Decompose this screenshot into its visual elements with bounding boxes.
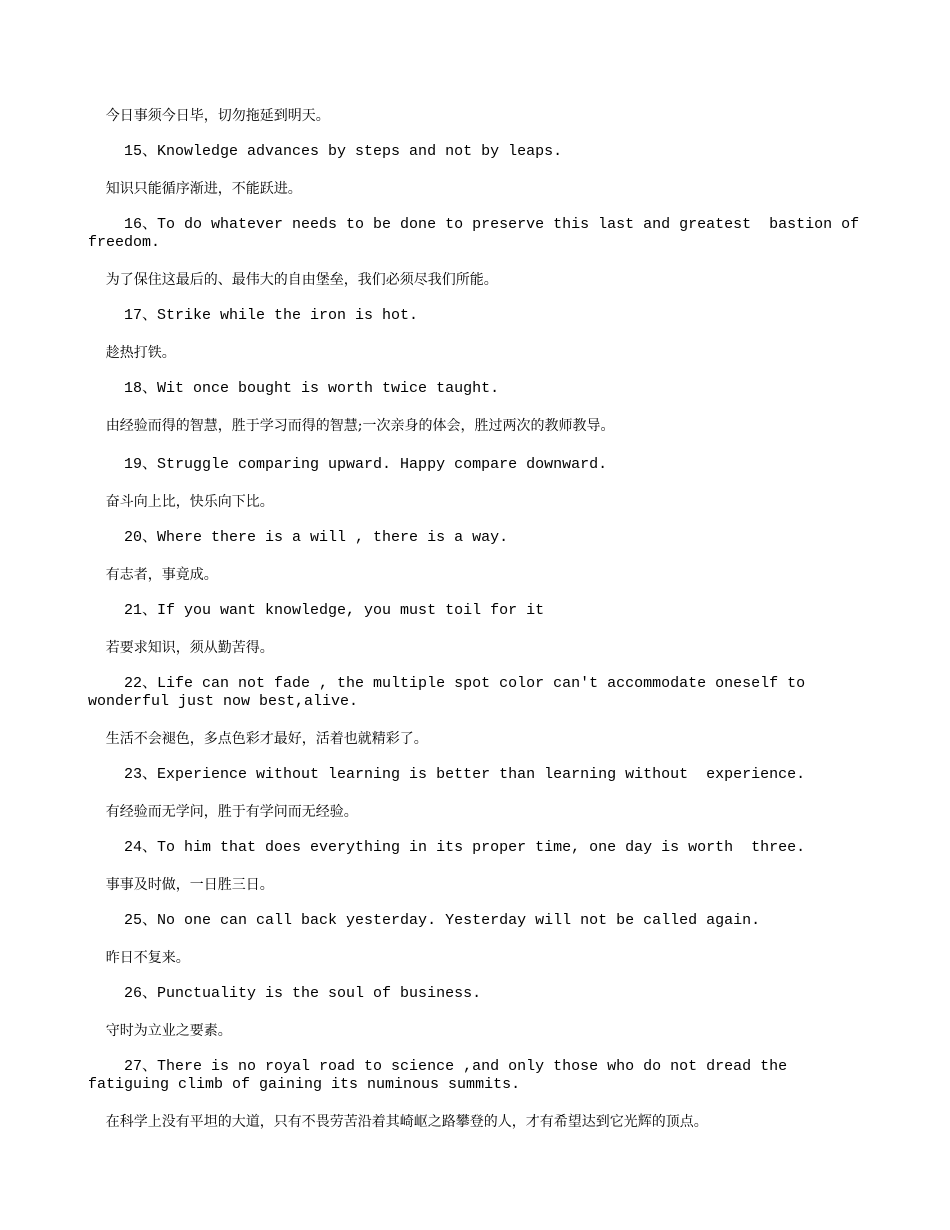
translation-line: 奋斗向上比，快乐向下比。	[88, 494, 274, 510]
proverb-23: 23、Experience without learning is better than learning without experience.	[88, 766, 806, 783]
translation-line: 今日事须今日毕，切勿拖延到明天。	[88, 108, 330, 124]
proverb-25: 25、No one can call back yesterday. Yesterday will not be called again.	[88, 912, 761, 929]
translation-line: 知识只能循序渐进，不能跃进。	[88, 181, 302, 197]
translation-line: 有志者，事竟成。	[88, 567, 218, 583]
proverb-21: 21、If you want knowledge, you must toil for it	[88, 602, 545, 619]
translation-line: 生活不会褪色，多点色彩才最好，活着也就精彩了。	[88, 731, 428, 747]
proverb-22: 22、Life can not fade , the multiple spot color can't accommodate oneself to wonderful just now best,alive.	[88, 675, 815, 710]
proverb-15: 15、Knowledge advances by steps and not by leaps.	[88, 143, 563, 160]
proverb-26: 26、Punctuality is the soul of business.	[88, 985, 482, 1002]
proverb-24: 24、To him that does everything in its proper time, one day is worth three.	[88, 839, 806, 856]
translation-line: 昨日不复来。	[88, 950, 190, 966]
proverb-16: 16、To do whatever needs to be done to preserve this last and greatest bastion of freedom.	[88, 216, 869, 251]
translation-line: 守时为立业之要素。	[88, 1023, 232, 1039]
proverb-20: 20、Where there is a will , there is a way.	[88, 529, 509, 546]
proverb-18: 18、Wit once bought is worth twice taught.	[88, 380, 500, 397]
translation-line: 由经验而得的智慧，胜于学习而得的智慧;一次亲身的体会，胜过两次的教师教导。	[88, 418, 615, 434]
translation-line: 趁热打铁。	[88, 345, 176, 361]
proverb-27: 27、There is no royal road to science ,and only those who do not dread the fatiguing climb of gaining its numinous summits.	[88, 1058, 797, 1093]
proverb-17: 17、Strike while the iron is hot.	[88, 307, 419, 324]
proverb-19: 19、Struggle comparing upward. Happy compare downward.	[88, 456, 608, 473]
translation-line: 有经验而无学问，胜于有学问而无经验。	[88, 804, 358, 820]
translation-line: 在科学上没有平坦的大道，只有不畏劳苦沿着其崎岖之路攀登的人，才有希望达到它光辉的顶点。	[88, 1114, 708, 1130]
translation-line: 事事及时做，一日胜三日。	[88, 877, 274, 893]
translation-line: 为了保住这最后的、最伟大的自由堡垒，我们必须尽我们所能。	[88, 272, 498, 288]
translation-line: 若要求知识，须从勤苦得。	[88, 640, 274, 656]
